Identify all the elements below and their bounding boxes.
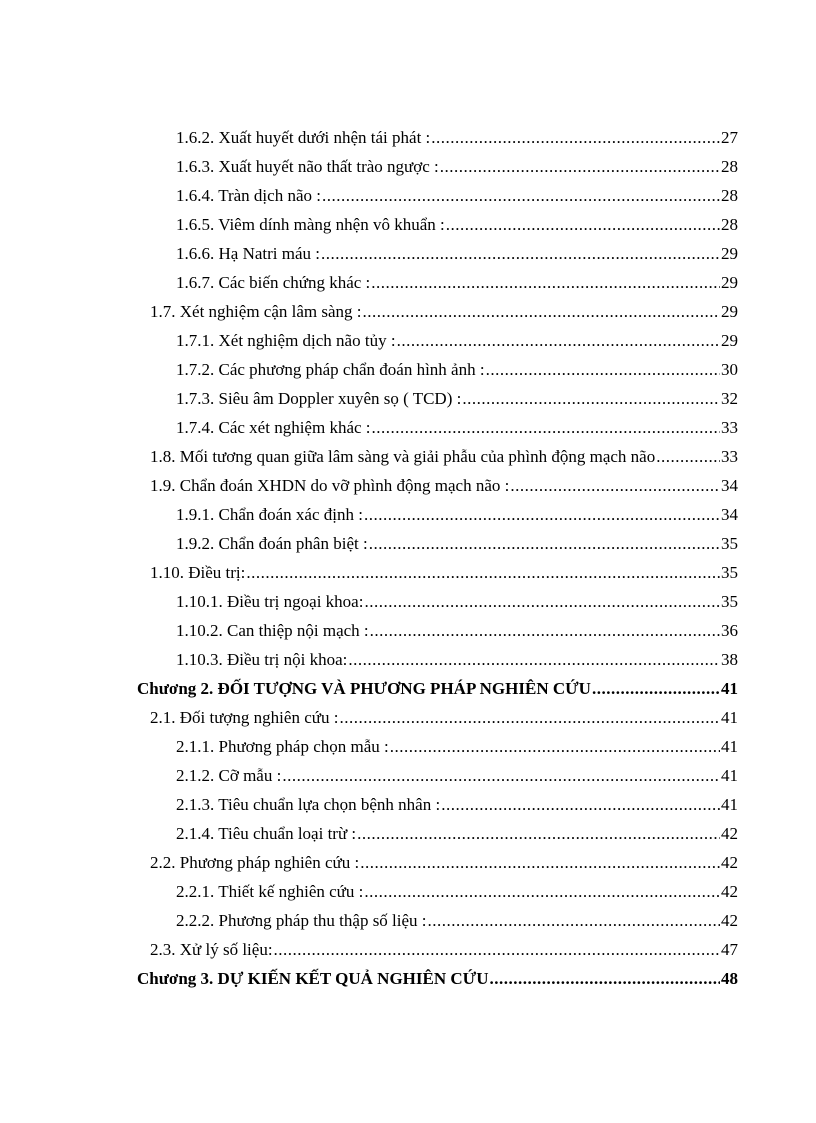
toc-entry-label: 2.1.4. Tiêu chuẩn loại trừ : [176,824,357,843]
toc-entry[interactable] [0,331,816,355]
toc-page-number: 35 [721,563,738,582]
toc-entry[interactable] [0,302,816,326]
toc-entry-label: 2.2.2. Phương pháp thu thập số liệu : [176,911,427,930]
toc-entry-label: 2.1. Đối tượng nghiên cứu : [150,708,339,727]
toc-entry-label: 1.6.5. Viêm dính màng nhện vô khuẩn : [176,215,445,234]
toc-page-number: 38 [721,650,738,669]
toc-dot-leader [441,795,720,815]
toc-page-number: 29 [721,302,738,321]
toc-entry[interactable] [0,476,816,500]
toc-entry-label: 2.1.3. Tiêu chuẩn lựa chọn bệnh nhân : [176,795,441,814]
toc-entry-label: 2.2.1. Thiết kế nghiên cứu : [176,882,364,901]
toc-dot-leader [360,853,720,873]
toc-dot-leader [339,708,720,728]
toc-dot-leader [364,505,720,525]
toc-entry-label: 2.1.1. Phương pháp chọn mẫu : [176,737,389,756]
toc-dot-leader [371,273,720,293]
toc-dot-leader [397,331,720,351]
toc-page-number: 34 [721,476,738,495]
toc-entry[interactable] [0,505,816,529]
toc-entry[interactable] [0,128,816,152]
toc-entry[interactable] [0,447,816,471]
toc-page-number: 28 [721,186,738,205]
toc-dot-leader [364,592,720,612]
toc-page-number: 42 [721,853,738,872]
toc-entry-label: 2.2. Phương pháp nghiên cứu : [150,853,360,872]
toc-entry-label: 2.3. Xử lý số liệu: [150,940,273,959]
toc-entry-label: 1.6.4. Tràn dịch não : [176,186,321,205]
toc-dot-leader [348,650,720,670]
toc-page-number: 33 [721,418,738,437]
toc-entry[interactable] [0,795,816,819]
toc-page-number: 32 [721,389,738,408]
toc-page-number: 36 [721,621,738,640]
toc-entry[interactable] [0,273,816,297]
toc-page-number: 41 [721,766,738,785]
toc-page-number: 42 [721,824,738,843]
toc-page-number: 29 [721,244,738,263]
toc-entry[interactable] [0,592,816,616]
toc-chapter-entry[interactable] [0,969,816,993]
toc-entry[interactable] [0,534,816,558]
toc-entry-label: 1.7.1. Xét nghiệm dịch não tủy : [176,331,396,350]
toc-entry-label: 1.10.3. Điều trị nội khoa: [176,650,348,669]
toc-page-number: 42 [721,911,738,930]
toc-entry-label: 1.7.3. Siêu âm Doppler xuyên sọ ( TCD) : [176,389,462,408]
toc-page-number: 28 [721,157,738,176]
toc-entry[interactable] [0,244,816,268]
toc-dot-leader [369,534,720,554]
toc-dot-leader [364,882,720,902]
toc-entry-label: 1.10.1. Điều trị ngoại khoa: [176,592,364,611]
toc-entry[interactable] [0,157,816,181]
toc-entry-label: 1.6.3. Xuất huyết não thất trào ngược : [176,157,439,176]
toc-entry-label: 2.1.2. Cỡ mẫu : [176,766,282,785]
toc-page-number: 42 [721,882,738,901]
toc-entry[interactable] [0,737,816,761]
toc-entry-label: 1.9.1. Chẩn đoán xác định : [176,505,363,524]
toc-dot-leader [428,911,720,931]
toc-page-number: 35 [721,534,738,553]
toc-dot-leader [431,128,720,148]
toc-page-number: 47 [721,940,738,959]
toc-dot-leader [656,447,720,467]
toc-page-number: 41 [721,679,738,698]
toc-entry[interactable] [0,563,816,587]
toc-dot-leader [322,186,720,206]
toc-page-number: 34 [721,505,738,524]
toc-entry-label: 1.9.2. Chẩn đoán phân biệt : [176,534,368,553]
toc-dot-leader [446,215,720,235]
toc-entry[interactable] [0,853,816,877]
toc-entry-label: 1.10.2. Can thiệp nội mạch : [176,621,369,640]
toc-page-number: 30 [721,360,738,379]
toc-dot-leader [321,244,720,264]
toc-entry[interactable] [0,911,816,935]
toc-entry[interactable] [0,708,816,732]
toc-entry-label: Chương 3. DỰ KIẾN KẾT QUẢ NGHIÊN CỨU [137,969,489,988]
toc-entry-label: 1.8. Mối tương quan giữa lâm sàng và giải phẫu của phình động mạch não [150,447,656,466]
toc-entry-label: 1.10. Điều trị: [150,563,246,582]
toc-entry-label: 1.6.6. Hạ Natri máu : [176,244,320,263]
toc-dot-leader [274,940,720,960]
toc-entry[interactable] [0,389,816,413]
toc-dot-leader [370,621,720,641]
toc-page-number: 29 [721,331,738,350]
toc-page-number: 41 [721,795,738,814]
toc-dot-leader [246,563,720,583]
toc-dot-leader [489,969,720,989]
toc-dot-leader [510,476,720,496]
toc-entry-label: 1.7. Xét nghiệm cận lâm sàng : [150,302,362,321]
toc-entry-label: 1.6.7. Các biến chứng khác : [176,273,371,292]
toc-entry-label: 1.6.2. Xuất huyết dưới nhện tái phát : [176,128,431,147]
toc-dot-leader [363,302,720,322]
toc-dot-leader [282,766,720,786]
toc-page-number: 48 [721,969,738,988]
toc-entry[interactable] [0,418,816,442]
toc-dot-leader [440,157,720,177]
toc-entry[interactable] [0,882,816,906]
toc-dot-leader [372,418,720,438]
toc-page-number: 41 [721,737,738,756]
toc-entry[interactable] [0,621,816,645]
toc-dot-leader [462,389,720,409]
toc-page-number: 28 [721,215,738,234]
toc-entry-label: 1.9. Chẩn đoán XHDN do vỡ phình động mạch não : [150,476,510,495]
toc-page-number: 35 [721,592,738,611]
toc-page-number: 33 [721,447,738,466]
toc-page-number: 27 [721,128,738,147]
toc-page-number: 29 [721,273,738,292]
toc-entry[interactable] [0,650,816,674]
toc-entry-label: 1.7.4. Các xét nghiệm khác : [176,418,371,437]
toc-entry[interactable] [0,940,816,964]
toc-entry[interactable] [0,360,816,384]
toc-entry[interactable] [0,766,816,790]
toc-entry[interactable] [0,186,816,210]
toc-entry[interactable] [0,824,816,848]
toc-entry-label: Chương 2. ĐỐI TƯỢNG VÀ PHƯƠNG PHÁP NGHIÊN CỨU [137,679,591,698]
toc-entry[interactable] [0,215,816,239]
toc-page-number: 41 [721,708,738,727]
toc-dot-leader [592,679,720,699]
toc-dot-leader [486,360,720,380]
toc-entry-label: 1.7.2. Các phương pháp chẩn đoán hình ảnh : [176,360,485,379]
toc-dot-leader [390,737,720,757]
toc-chapter-entry[interactable] [0,679,816,703]
toc-dot-leader [357,824,720,844]
